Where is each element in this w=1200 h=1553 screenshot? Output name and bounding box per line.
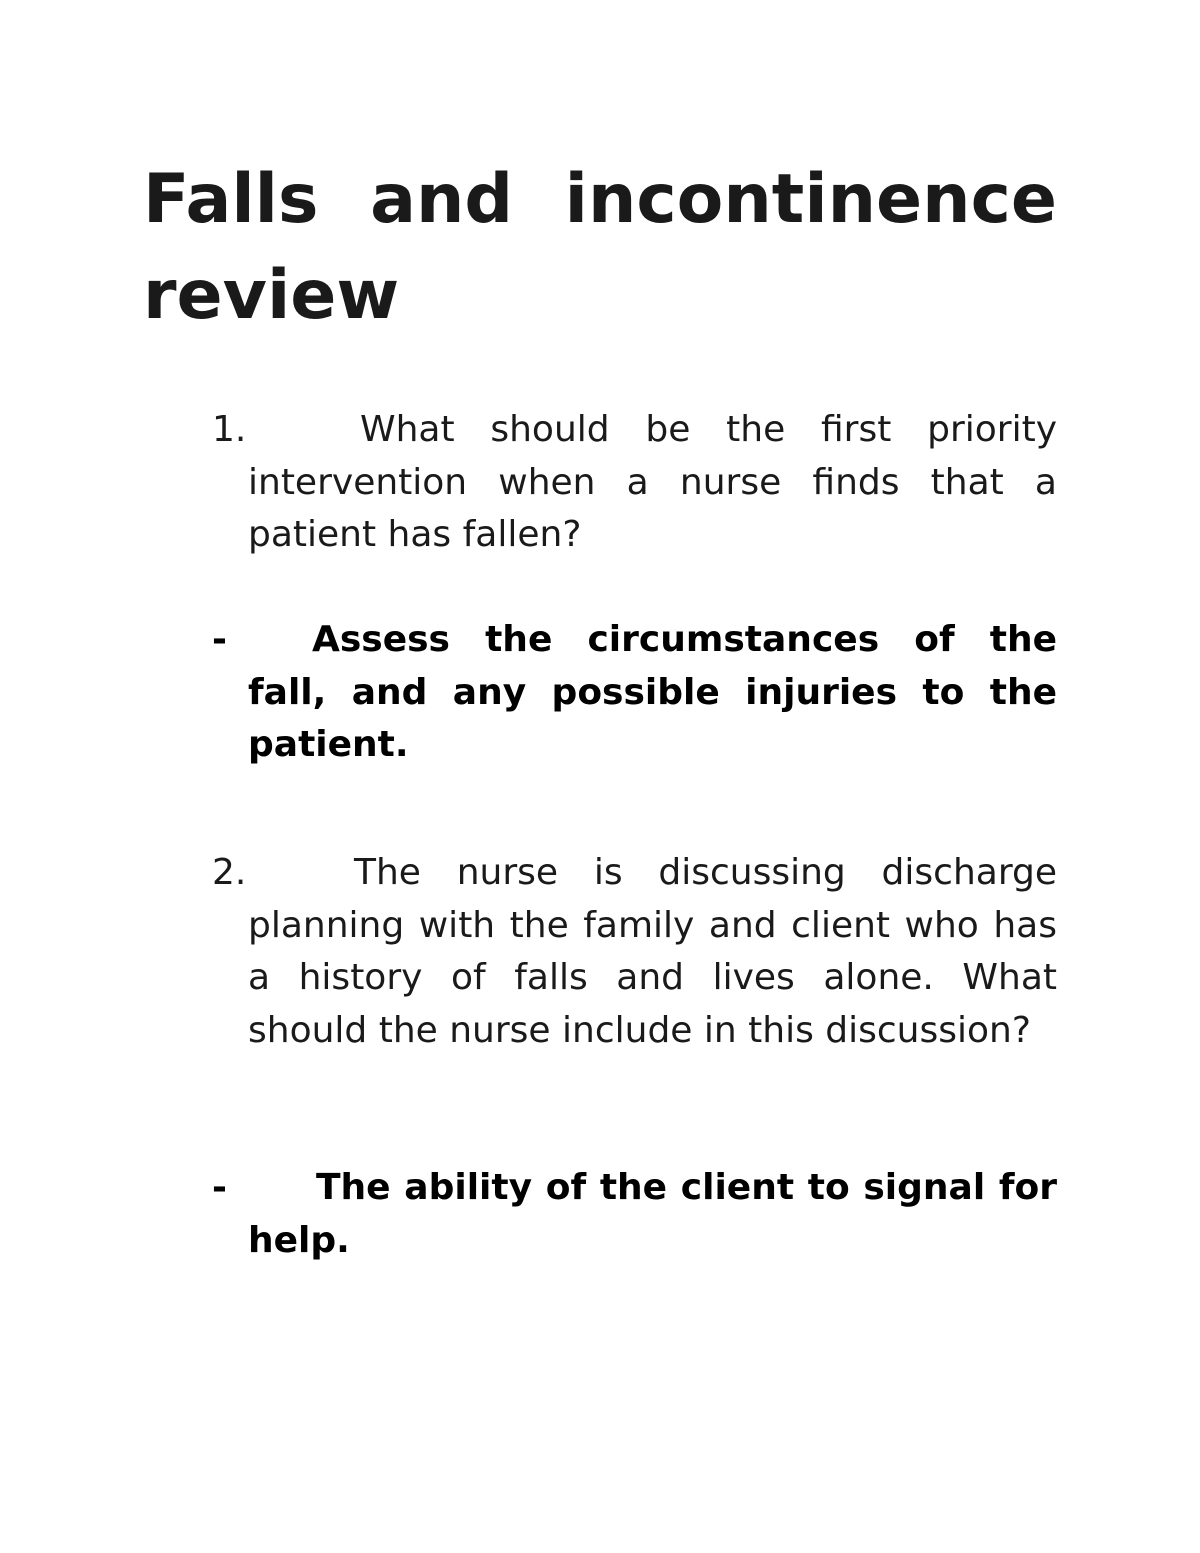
answer-1-text: Assess the circumstances of the fall, and any possible injuries to the patient. (248, 619, 1057, 765)
question-2 (212, 847, 1057, 1057)
answer-2 (212, 1162, 1057, 1267)
answer-1-dash: - (212, 619, 227, 660)
question-1-text: What should be the first priority intervention when a nurse finds that a patient has fallen? (248, 409, 1057, 555)
answer-2-dash: - (212, 1167, 227, 1208)
question-1 (212, 404, 1057, 562)
question-2-number: 2. (212, 852, 247, 893)
answer-2-text: The ability of the client to signal for help. (248, 1167, 1057, 1261)
document-title: Falls and incontinence review (143, 160, 1057, 335)
question-1-number: 1. (212, 409, 247, 450)
question-2-text: The nurse is discussing discharge planning with the family and client who has a history of falls and lives alone. What should the nurse include in this discussion? (248, 852, 1057, 1051)
answer-1 (212, 614, 1057, 772)
